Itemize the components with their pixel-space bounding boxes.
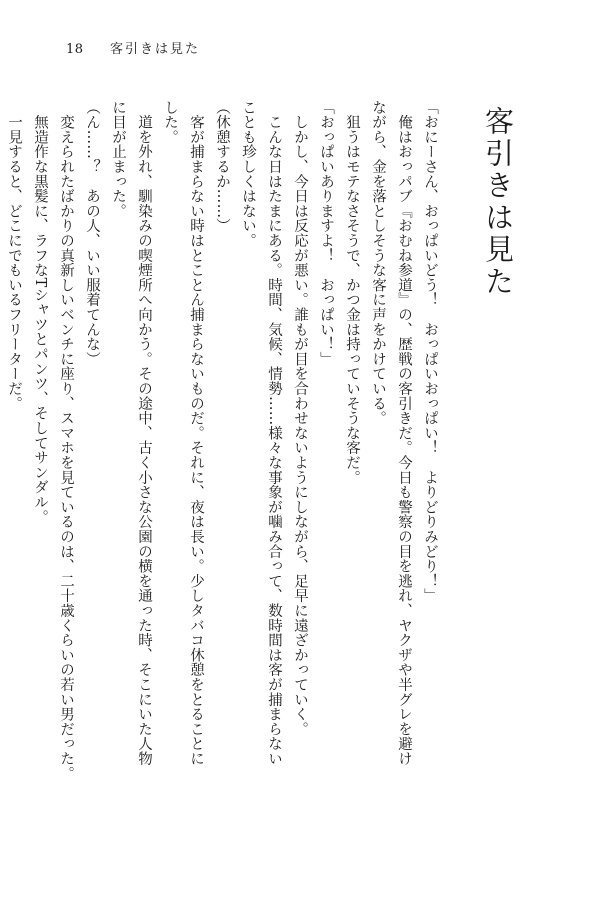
- page-number: 18: [66, 42, 84, 57]
- text-line: 客が捕まらない時はとことん捕まらないものだ。それに、夜は長い。少しタバコ休憩をとることに: [188, 100, 204, 766]
- text-line: ながら、金を落としそうな客に声をかけている。: [370, 100, 386, 426]
- text-line: 俺はおっパブ『おむね参道』の、歴戦の客引きだ。今日も警察の目を逃れ、ヤクザや半グレを避け: [396, 100, 412, 766]
- page-body: [1, 100, 515, 820]
- text-line: 一見すると、どこにでもいるフリーターだ。: [6, 100, 22, 411]
- text-line: ことも珍しくはない。: [240, 100, 256, 248]
- text-body: [1, 100, 443, 820]
- text-line: 「おっぱいありますよ！ おっぱい！」: [318, 100, 334, 367]
- running-title: 客引きは見た: [110, 42, 201, 57]
- text-line: した。: [162, 100, 178, 145]
- running-head: [66, 38, 200, 57]
- text-line: 狙うはモテなさそうで、かつ金は持っていそうな客だ。: [344, 100, 360, 485]
- text-line: 無造作な黒髪に、ラフなTシャツとパンツ、そしてサンダル。: [32, 100, 48, 525]
- text-line: 「おにーさん、おっぱいどう！ おっぱいおっぱい！ よりどりみどり！」: [422, 100, 438, 604]
- text-line: こんな日はたまにある。時間、気候、情勢……様々な事象が噛み合って、数時間は客が捕まらない: [266, 100, 282, 766]
- text-line: しかし、今日は反応が悪い。誰もが目を合わせないようにしながら、足早に遠ざかっていく。: [292, 100, 308, 737]
- text-line: 道を外れ、馴染みの喫煙所へ向かう。その途中、古く小さな公園の横を通った時、そこにいた人物: [136, 100, 152, 766]
- text-line: 変えられたばかりの真新しいベンチに座り、スマホを見ているのは、二十歳くらいの若い男だった。: [58, 100, 74, 781]
- text-line: に目が止まった。: [110, 100, 126, 219]
- text-line: （休憩するか……）: [214, 100, 230, 234]
- chapter-title: 客引きは見た: [481, 106, 515, 298]
- text-line: （ん……？ あの人、いい服着てんな）: [84, 100, 100, 367]
